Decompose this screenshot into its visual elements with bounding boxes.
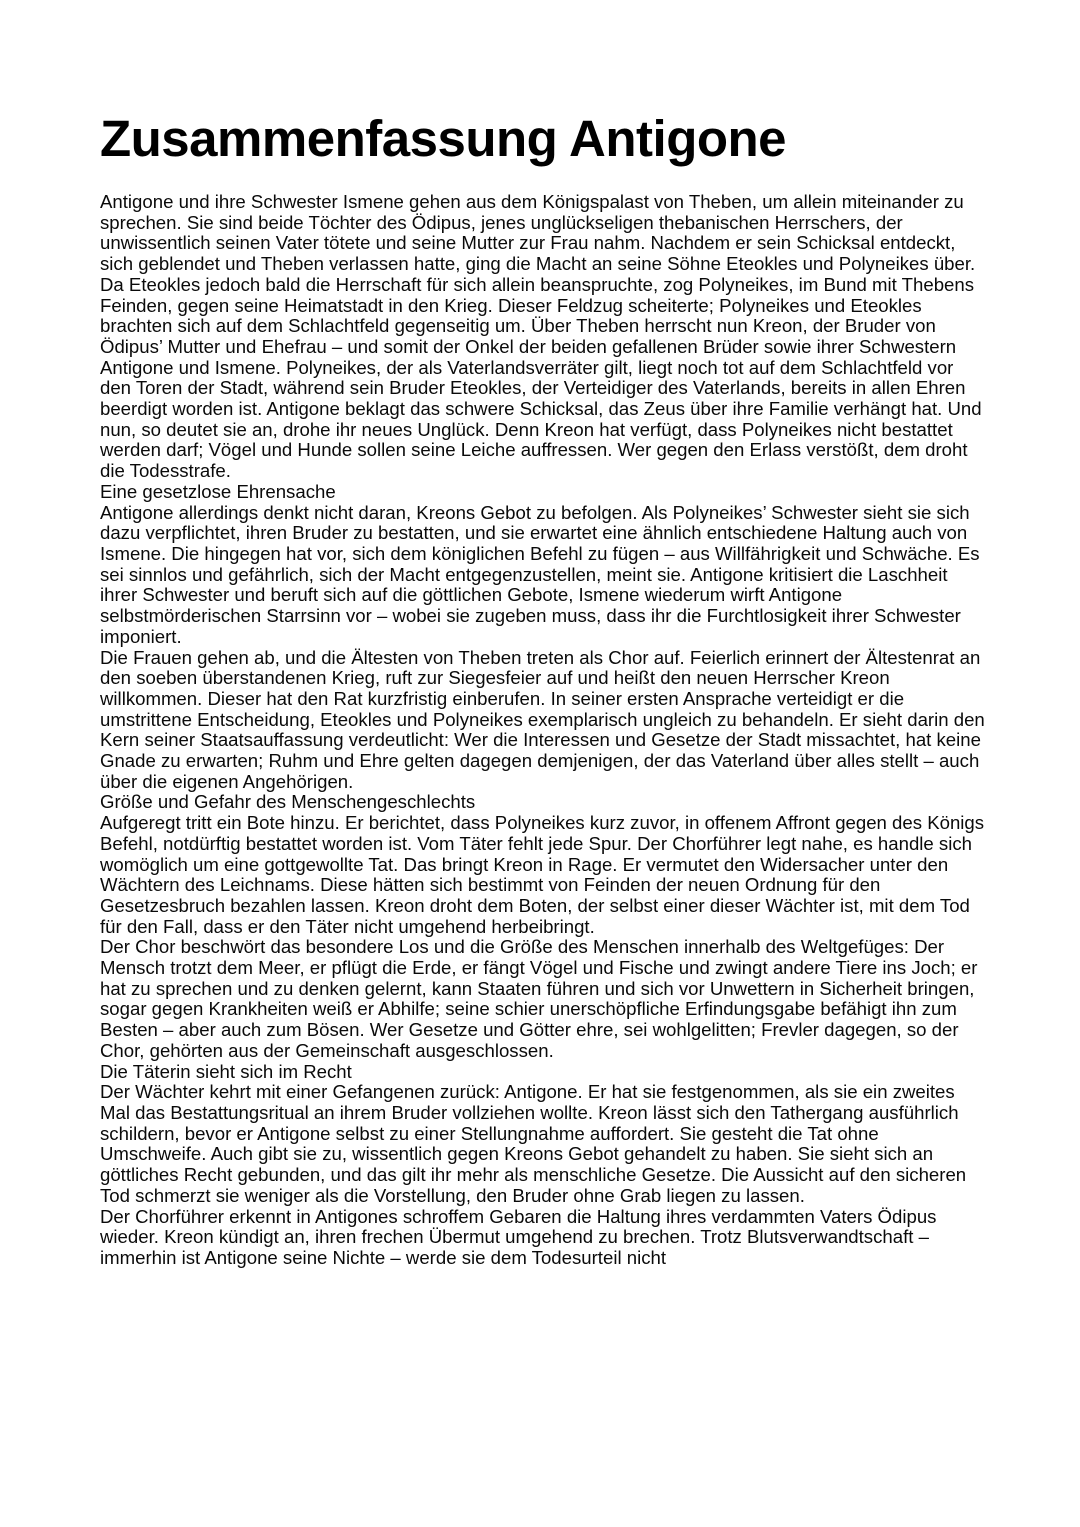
paragraph: Der Chor beschwört das besondere Los und die Größe des Menschen innerhalb des Weltgefüges: Der Mensch trotzt dem Meer, er pflügt die Erde, er fängt Vögel und Fische und zwingt andere Tiere ins Joch; er hat zu sprechen und zu denken gelernt, kann Staaten führen und sich vor Unwettern in Sicherheit bringen, sogar gegen Krankheiten weiß er Abhilfe; seine schier unerschöpfliche Erfindungsgabe befähigt ihn zum Besten – aber auch zum Bösen. Wer Gesetze und Götter ehre, sei wohlgelitten; Frevler dagegen, so der Chor, gehörten aus der Gemeinschaft ausgeschlossen.: [100, 936, 978, 1061]
paragraph: Antigone allerdings denkt nicht daran, Kreons Gebot zu befolgen. Als Polyneikes’ Schwester sieht sie sich dazu verpflichtet, ihren Bruder zu bestatten, und sie erwartet eine ähnlich entschiedene Haltung auch von Ismene. Die hingegen hat vor, sich dem königlichen Befehl zu fügen – aus Willfährigkeit und Schwäche. Es sei sinnlos und gefährlich, sich der Macht entgegenzustellen, meint sie. Antigone kritisiert die Laschheit ihrer Schwester und beruft sich auf die göttlichen Gebote, Ismene wiederum wirft Antigone selbstmörderischen Starrsinn vor – wobei sie zugeben muss, dass ihr die Furchtlosigkeit ihrer Schwester imponiert.: [100, 501, 980, 647]
document-body: [100, 192, 985, 1269]
section-heading-taeterin-im-recht: Die Täterin sieht sich im Recht: [100, 1060, 352, 1082]
section-heading-gesetzlose-ehrensache: Eine gesetzlose Ehrensache: [100, 480, 336, 502]
paragraph: Aufgeregt tritt ein Bote hinzu. Er berichtet, dass Polyneikes kurz zuvor, in offenem Affront gegen des Königs Befehl, notdürftig bestattet worden ist. Vom Täter fehlt jede Spur. Der Chorführer legt nahe, es handle sich womöglich um eine gottgewollte Tat. Das bringt Kreon in Rage. Er vermutet den Widersacher unter den Wächtern des Leichnams. Diese hätten sich bestimmt von Feinden der neuen Ordnung für den Gesetzesbruch bezahlen lassen. Kreon droht dem Boten, der selbst einer dieser Wächter ist, mit dem Tod für den Fall, dass er den Täter nicht umgehend herbeibringt.: [100, 812, 985, 937]
paragraph-truncated: Der Chorführer erkennt in Antigones schroffem Gebaren die Haltung ihres verdammten Vaters Ödipus wieder. Kreon kündigt an, ihren frechen Übermut umgehend zu brechen. Trotz Blutsverwandtschaft – immerhin ist Antigone seine Nichte – werde sie dem Todesurteil nicht: [100, 1205, 937, 1268]
paragraph: Der Wächter kehrt mit einer Gefangenen zurück: Antigone. Er hat sie festgenommen, als sie ein zweites Mal das Bestattungsritual an ihrem Bruder vollziehen wollte. Kreon lässt sich den Tathergang ausführlich schildern, bevor er Antigone selbst zu einer Stellungnahme auffordert. Sie gesteht die Tat ohne Umschweife. Auch gibt sie zu, wissentlich gegen Kreons Gebot gehandelt zu haben. Sie sieht sich an göttliches Recht gebunden, und das gilt ihr mehr als menschliche Gesetze. Die Aussicht auf den sicheren Tod schmerzt sie weniger als die Vorstellung, den Bruder ohne Grab liegen zu lassen.: [100, 1081, 967, 1206]
page-title: Zusammenfassung Antigone: [100, 110, 787, 167]
paragraph-intro: Antigone und ihre Schwester Ismene gehen aus dem Königspalast von Theben, um allein miteinander zu sprechen. Sie sind beide Töchter des Ödipus, jenes unglückseligen thebanischen Herrschers, der unwissentlich seinen Vater tötete und seine Mutter zur Frau nahm. Nachdem er sein Schicksal entdeckt, sich geblendet und Theben verlassen hatte, ging die Macht an seine Söhne Eteokles und Polyneikes über. Da Eteokles jedoch bald die Herrschaft für sich allein beanspruchte, zog Polyneikes, im Bund mit Thebens Feinden, gegen seine Heimatstadt in den Krieg. Dieser Feldzug scheiterte; Polyneikes und Eteokles brachten sich auf dem Schlachtfeld gegenseitig um. Über Theben herrscht nun Kreon, der Bruder von Ödipus’ Mutter und Ehefrau – und somit der Onkel der beiden gefallenen Brüder sowie ihrer Schwestern Antigone und Ismene. Polyneikes, der als Vaterlandsverräter gilt, liegt noch tot auf dem Schlachtfeld vor den Toren der Stadt, während sein Bruder Eteokles, der Verteidiger des Vaterlands, bereits in allen Ehren beerdigt worden ist. Antigone beklagt das schwere Schicksal, das Zeus über ihre Familie verhängt hat. Und nun, so deutet sie an, drohe ihr neues Unglück. Denn Kreon hat verfügt, dass Polyneikes nicht bestattet werden darf; Vögel und Hunde sollen seine Leiche auffressen. Wer gegen den Erlass verstößt, dem droht die Todesstrafe.: [100, 191, 982, 482]
paragraph: Die Frauen gehen ab, und die Ältesten von Theben treten als Chor auf. Feierlich erinnert der Ältestenrat an den soeben überstandenen Krieg, ruft zur Siegesfeier auf und heißt den neuen Herrscher Kreon willkommen. Dieser hat den Rat kurzfristig einberufen. In seiner ersten Ansprache verteidigt er die umstrittene Entscheidung, Eteokles und Polyneikes exemplarisch ungleich zu behandeln. Er sieht darin den Kern seiner Staatsauffassung verdeutlicht: Wer die Interessen und Gesetze der Stadt missachtet, hat keine Gnade zu erwarten; Ruhm und Ehre gelten dagegen demjenigen, der das Vaterland über alles stellt – auch über die eigenen Angehörigen.: [100, 646, 985, 792]
section-heading-groesse-und-gefahr: Größe und Gefahr des Menschengeschlechts: [100, 791, 476, 813]
